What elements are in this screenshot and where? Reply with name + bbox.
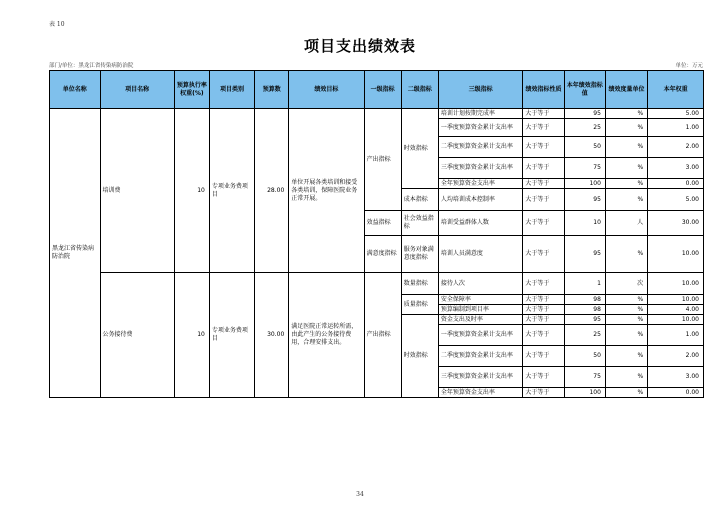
level3-cell: 培训受益群体人数 <box>438 211 523 236</box>
level1-cell: 满意度指标 <box>364 236 401 273</box>
level1-cell: 效益指标 <box>364 211 401 236</box>
weight-cell: 1.00 <box>648 119 704 137</box>
level3-cell: 预算编制到项目率 <box>438 305 523 315</box>
weight-cell: 1.00 <box>648 325 704 346</box>
weight-cell: 5.00 <box>648 109 704 119</box>
value-cell: 95 <box>564 109 605 119</box>
header-measure-unit: 绩效度量单位 <box>605 71 647 109</box>
budget-weight-cell: 10 <box>174 109 209 273</box>
weight-cell: 10.00 <box>648 273 704 295</box>
nature-cell: 大于等于 <box>523 158 564 179</box>
nature-cell: 大于等于 <box>523 137 564 158</box>
unit-cell: % <box>605 305 647 315</box>
level3-cell: 资金支出及时率 <box>438 315 523 325</box>
nature-cell: 大于等于 <box>523 236 564 273</box>
department-label: 部门/单位：黑龙江省传染病防治院 <box>49 63 134 69</box>
header-row <box>50 71 704 109</box>
unit-cell: % <box>605 346 647 367</box>
budget-cell: 30.00 <box>255 273 289 398</box>
weight-cell: 10.00 <box>648 315 704 325</box>
weight-cell: 0.00 <box>648 179 704 189</box>
unit-cell: % <box>605 315 647 325</box>
header-goal: 绩效目标 <box>289 71 364 109</box>
value-cell: 100 <box>564 179 605 189</box>
level2-cell: 服务对象满意度指标 <box>401 236 438 273</box>
category-cell: 专项业务费项目 <box>209 273 254 398</box>
weight-cell: 0.00 <box>648 388 704 398</box>
unit-cell: % <box>605 325 647 346</box>
nature-cell: 大于等于 <box>523 315 564 325</box>
level3-cell: 人均培训成本控制率 <box>438 189 523 211</box>
unit-cell: % <box>605 189 647 211</box>
value-cell: 50 <box>564 137 605 158</box>
value-cell: 100 <box>564 388 605 398</box>
level1-cell: 产出指标 <box>364 273 401 398</box>
level2-cell: 质量指标 <box>401 295 438 315</box>
unit-cell: % <box>605 179 647 189</box>
level3-cell: 一季度预算资金累计支出率 <box>438 119 523 137</box>
header-level2: 二级指标 <box>401 71 438 109</box>
page-title: 项目支出绩效表 <box>303 37 416 55</box>
weight-cell: 5.00 <box>648 189 704 211</box>
table-number: 表 10 <box>49 21 65 28</box>
level3-cell: 全年预算资金支出率 <box>438 179 523 189</box>
nature-cell: 大于等于 <box>523 119 564 137</box>
level2-cell: 成本指标 <box>401 189 438 211</box>
nature-cell: 大于等于 <box>523 109 564 119</box>
nature-cell: 大于等于 <box>523 189 564 211</box>
unit-name-cell: 黑龙江省传染病防治院 <box>50 109 101 398</box>
category-cell: 专项业务费项目 <box>209 109 254 273</box>
unit-cell: % <box>605 388 647 398</box>
table-row <box>50 109 704 119</box>
page-number: 34 <box>356 491 364 498</box>
header-level1: 一级指标 <box>364 71 401 109</box>
level3-cell: 一季度预算资金累计支出率 <box>438 325 523 346</box>
level2-cell: 社会效益指标 <box>401 211 438 236</box>
weight-cell: 3.00 <box>648 158 704 179</box>
header-budget: 预算数 <box>255 71 289 109</box>
value-cell: 75 <box>564 158 605 179</box>
level3-cell: 培训人员满意度 <box>438 236 523 273</box>
value-cell: 95 <box>564 189 605 211</box>
level2-cell: 数量指标 <box>401 273 438 295</box>
weight-cell: 3.00 <box>648 367 704 388</box>
goal-cell: 满足医院正常运转所需，由此产生的公务接待费用，合理安排支出。 <box>289 273 364 398</box>
header-category: 项目类别 <box>209 71 254 109</box>
unit-cell: 次 <box>605 273 647 295</box>
header-unit-name: 单位名称 <box>50 71 101 109</box>
budget-weight-cell: 10 <box>174 273 209 398</box>
unit-cell: % <box>605 158 647 179</box>
unit-cell: % <box>605 119 647 137</box>
unit-cell: % <box>605 236 647 273</box>
header-nature: 绩效指标性质 <box>523 71 564 109</box>
table-row <box>50 273 704 295</box>
project-name-cell: 培训费 <box>100 109 174 273</box>
budget-cell: 28.00 <box>255 109 289 273</box>
unit-cell: % <box>605 367 647 388</box>
level3-cell: 安全保障率 <box>438 295 523 305</box>
value-cell: 95 <box>564 236 605 273</box>
unit-cell: % <box>605 295 647 305</box>
nature-cell: 大于等于 <box>523 211 564 236</box>
nature-cell: 大于等于 <box>523 346 564 367</box>
value-cell: 1 <box>564 273 605 295</box>
value-cell: 10 <box>564 211 605 236</box>
level3-cell: 二季度预算资金累计支出率 <box>438 137 523 158</box>
level2-cell: 时效指标 <box>401 315 438 398</box>
nature-cell: 大于等于 <box>523 388 564 398</box>
goal-cell: 单位开展各类培训和接受各类培训，保障医院业务正常开展。 <box>289 109 364 273</box>
nature-cell: 大于等于 <box>523 273 564 295</box>
value-cell: 98 <box>564 295 605 305</box>
nature-cell: 大于等于 <box>523 295 564 305</box>
nature-cell: 大于等于 <box>523 325 564 346</box>
unit-cell: 人 <box>605 211 647 236</box>
project-name-cell: 公务接待费 <box>100 273 174 398</box>
weight-cell: 10.00 <box>648 295 704 305</box>
value-cell: 95 <box>564 315 605 325</box>
header-weight: 本年权重 <box>648 71 704 109</box>
unit-label: 单位：万元 <box>675 63 703 69</box>
nature-cell: 大于等于 <box>523 367 564 388</box>
value-cell: 50 <box>564 346 605 367</box>
unit-cell: % <box>605 109 647 119</box>
performance-table <box>49 70 704 398</box>
header-level3: 三级指标 <box>438 71 523 109</box>
level3-cell: 全年预算资金支出率 <box>438 388 523 398</box>
header-target-value: 本年绩效指标值 <box>564 71 605 109</box>
level1-cell: 产出指标 <box>364 109 401 211</box>
level3-cell: 接待人次 <box>438 273 523 295</box>
weight-cell: 2.00 <box>648 137 704 158</box>
level3-cell: 二季度预算资金累计支出率 <box>438 346 523 367</box>
weight-cell: 2.00 <box>648 346 704 367</box>
weight-cell: 30.00 <box>648 211 704 236</box>
value-cell: 25 <box>564 325 605 346</box>
level2-cell: 时效指标 <box>401 109 438 189</box>
nature-cell: 大于等于 <box>523 179 564 189</box>
value-cell: 98 <box>564 305 605 315</box>
level3-cell: 三季度预算资金累计支出率 <box>438 158 523 179</box>
level3-cell: 培训计划按期完成率 <box>438 109 523 119</box>
weight-cell: 10.00 <box>648 236 704 273</box>
value-cell: 75 <box>564 367 605 388</box>
header-project-name: 项目名称 <box>100 71 174 109</box>
unit-cell: % <box>605 137 647 158</box>
nature-cell: 大于等于 <box>523 305 564 315</box>
header-budget-weight: 预算执行率权重(%) <box>174 71 209 109</box>
level3-cell: 三季度预算资金累计支出率 <box>438 367 523 388</box>
weight-cell: 4.00 <box>648 305 704 315</box>
value-cell: 25 <box>564 119 605 137</box>
